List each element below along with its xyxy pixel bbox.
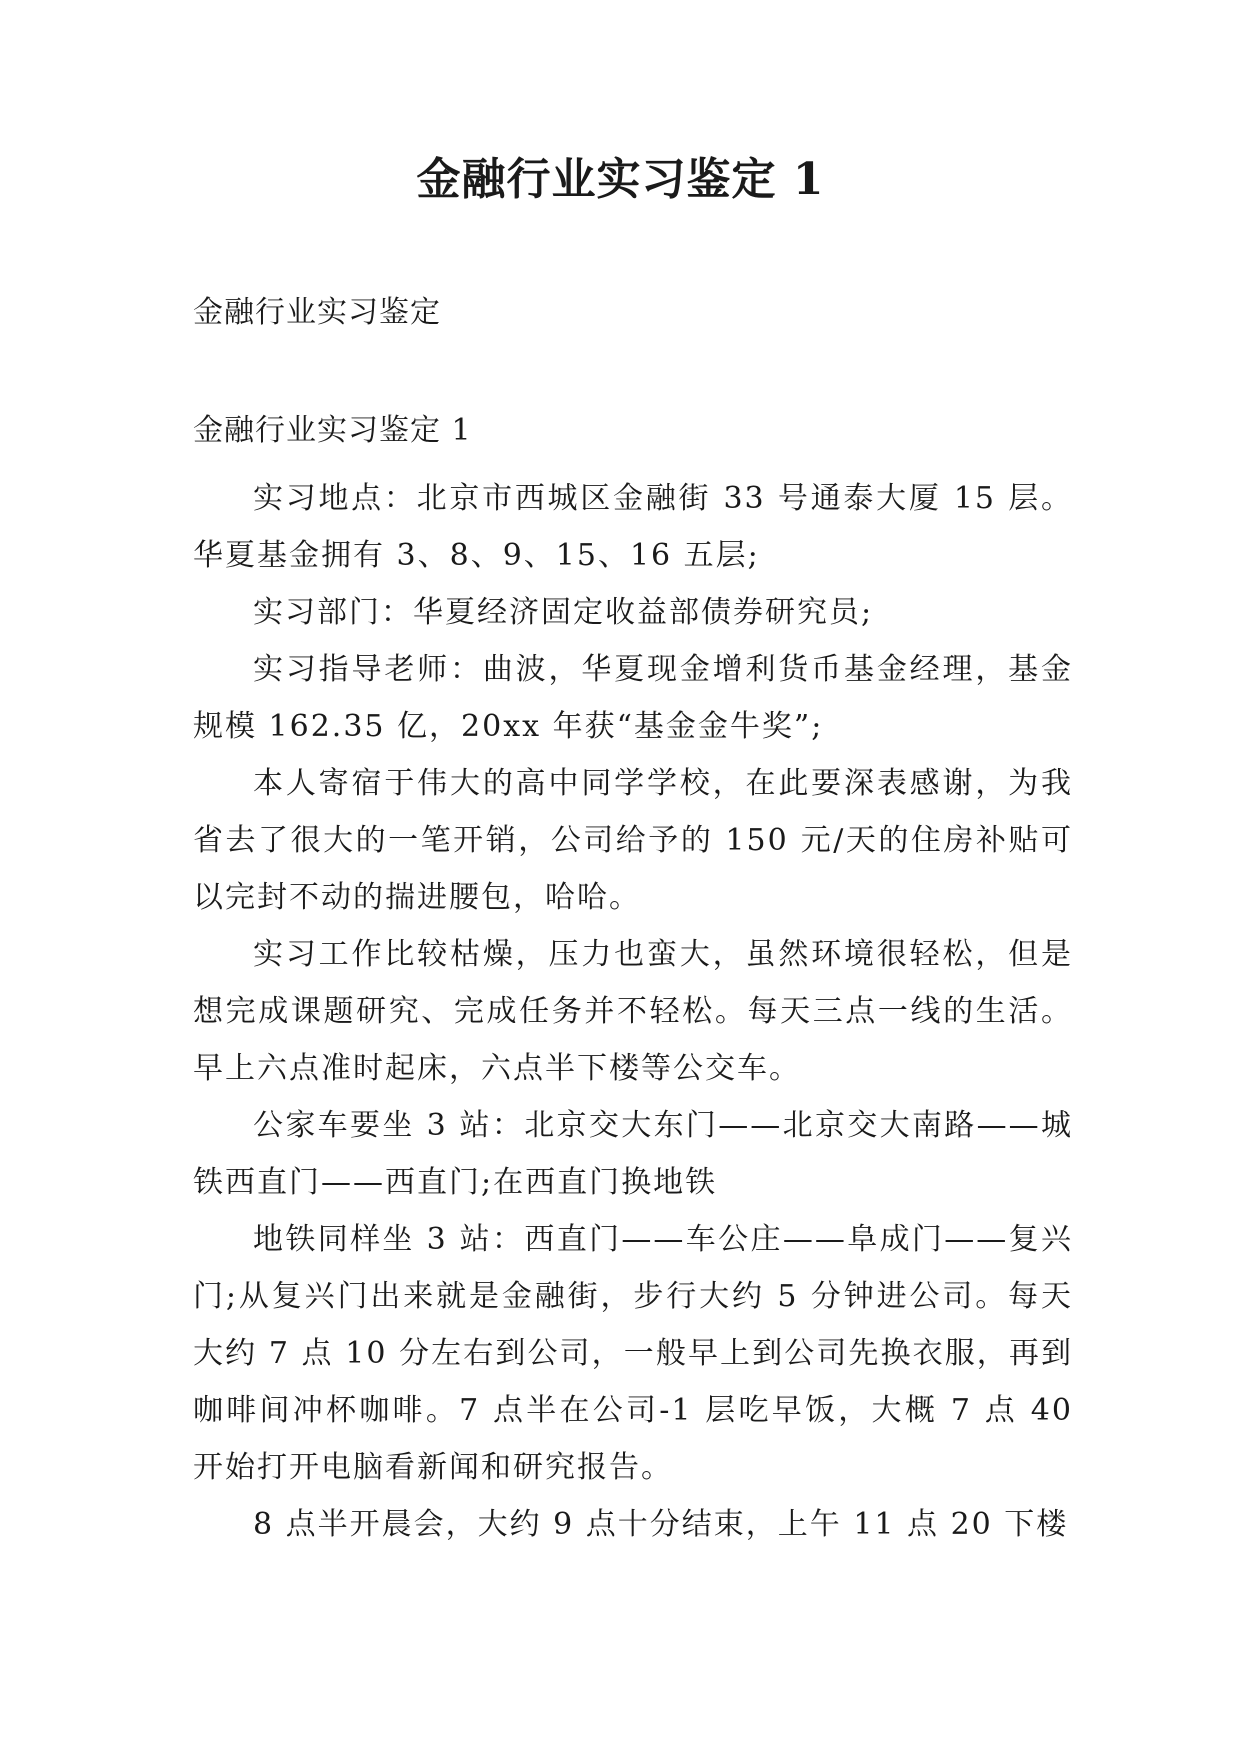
document-title: 金融行业实习鉴定 1 bbox=[416, 154, 825, 205]
paragraph-work: 实习工作比较枯燥，压力也蛮大，虽然环境很轻松，但是想完成课题研究、完成任务并不轻松。每天三点一线的生活。早上六点准时起床，六点半下楼等公交车。 bbox=[193, 937, 1073, 1086]
document-subtitle: 金融行业实习鉴定 bbox=[193, 295, 441, 330]
paragraph-subway-route: 地铁同样坐 3 站：西直门——车公庄——阜成门——复兴门;从复兴门出来就是金融街，步行大约 5 分钟进公司。每天大约 7 点 10 分左右到公司，一般早上到公司先换衣服，再到咖啡间冲杯咖啡。7 点半在公司-1 层吃早饭，大概 7 点 40 开始打开电脑看新闻和研究报告。 bbox=[193, 1222, 1073, 1485]
paragraph-location: 实习地点：北京市西城区金融街 33 号通泰大厦 15 层。华夏基金拥有 3、8、9、15、16 五层; bbox=[193, 481, 1073, 573]
paragraph-bus-route: 公家车要坐 3 站：北京交大东门——北京交大南路——城铁西直门——西直门;在西直门换地铁 bbox=[193, 1108, 1073, 1200]
document-body bbox=[193, 470, 1073, 1553]
paragraph-morning-meeting: 8 点半开晨会，大约 9 点十分结束，上午 11 点 20 下楼 bbox=[253, 1507, 1069, 1542]
section-heading: 金融行业实习鉴定 1 bbox=[193, 413, 472, 448]
paragraph-supervisor: 实习指导老师：曲波，华夏现金增利货币基金经理，基金规模 162.35 亿，20xx 年获“基金金牛奖”; bbox=[193, 652, 1073, 744]
paragraph-housing: 本人寄宿于伟大的高中同学学校，在此要深表感谢，为我省去了很大的一笔开销，公司给予的 150 元/天的住房补贴可以完封不动的揣进腰包，哈哈。 bbox=[193, 766, 1073, 915]
paragraph-department: 实习部门：华夏经济固定收益部债券研究员; bbox=[253, 595, 874, 630]
